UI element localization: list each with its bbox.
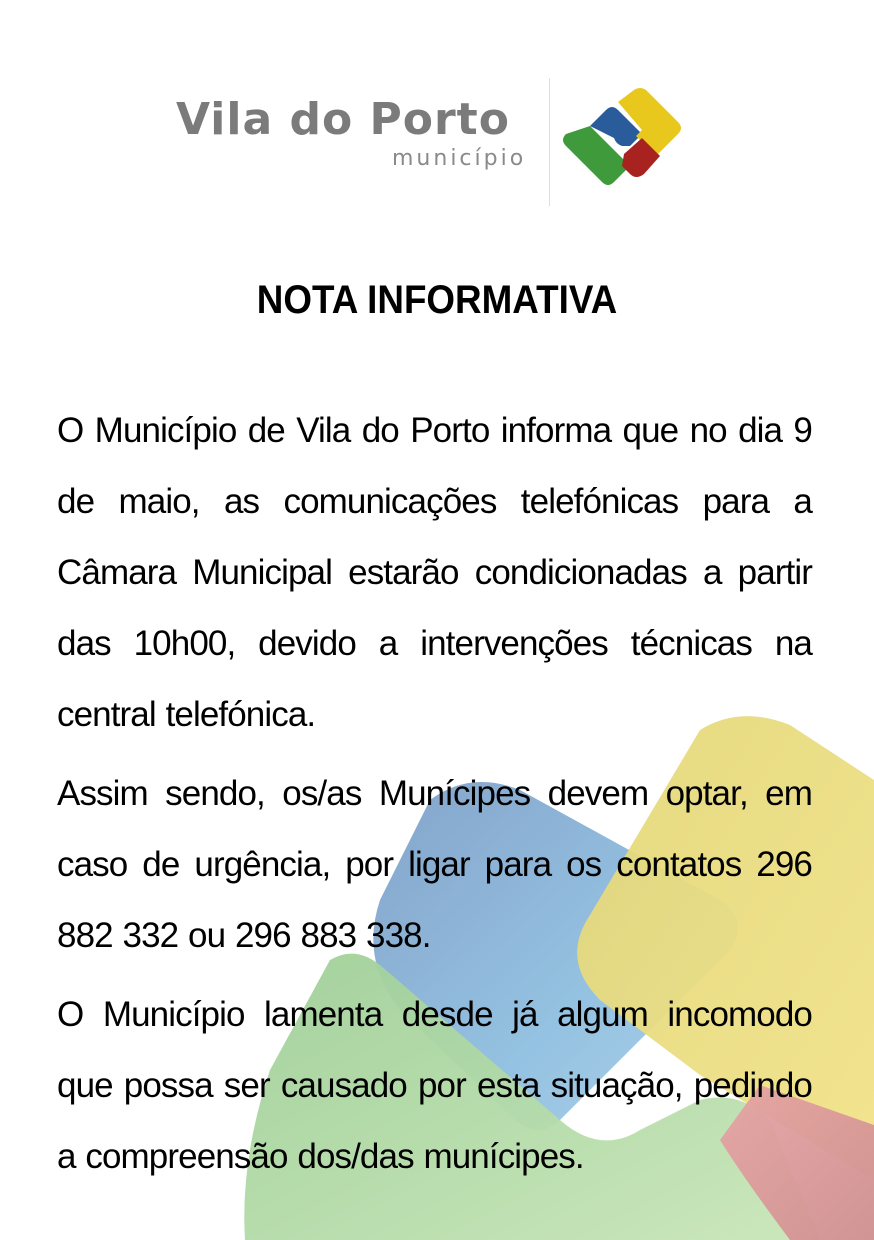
logo-subtitle: município xyxy=(392,146,527,171)
logo-divider xyxy=(549,78,550,206)
paragraph-apology: O Município lamenta desde já algum incomodo que possa ser causado por esta situação, pedindo a compreensão dos/das munícipes. xyxy=(57,995,812,1176)
document-title: NOTA INFORMATIVA xyxy=(256,278,618,322)
paragraph-announcement: O Município de Vila do Porto informa que no dia 9 de maio, as comunicações telefónicas para a Câmara Municipal estarão condicionadas a partir das 10h00, devido a intervenções técnicas na central telefónica. xyxy=(57,411,812,734)
document-body xyxy=(57,395,812,1200)
paragraph-contacts: Assim sendo, os/as Munícipes devem optar, em caso de urgência, por ligar para os contatos 296 882 332 ou 296 883 338. xyxy=(57,774,812,955)
header xyxy=(0,70,874,210)
municipal-logo-mark-icon xyxy=(560,88,684,190)
logo-title: Vila do Porto xyxy=(176,94,510,145)
